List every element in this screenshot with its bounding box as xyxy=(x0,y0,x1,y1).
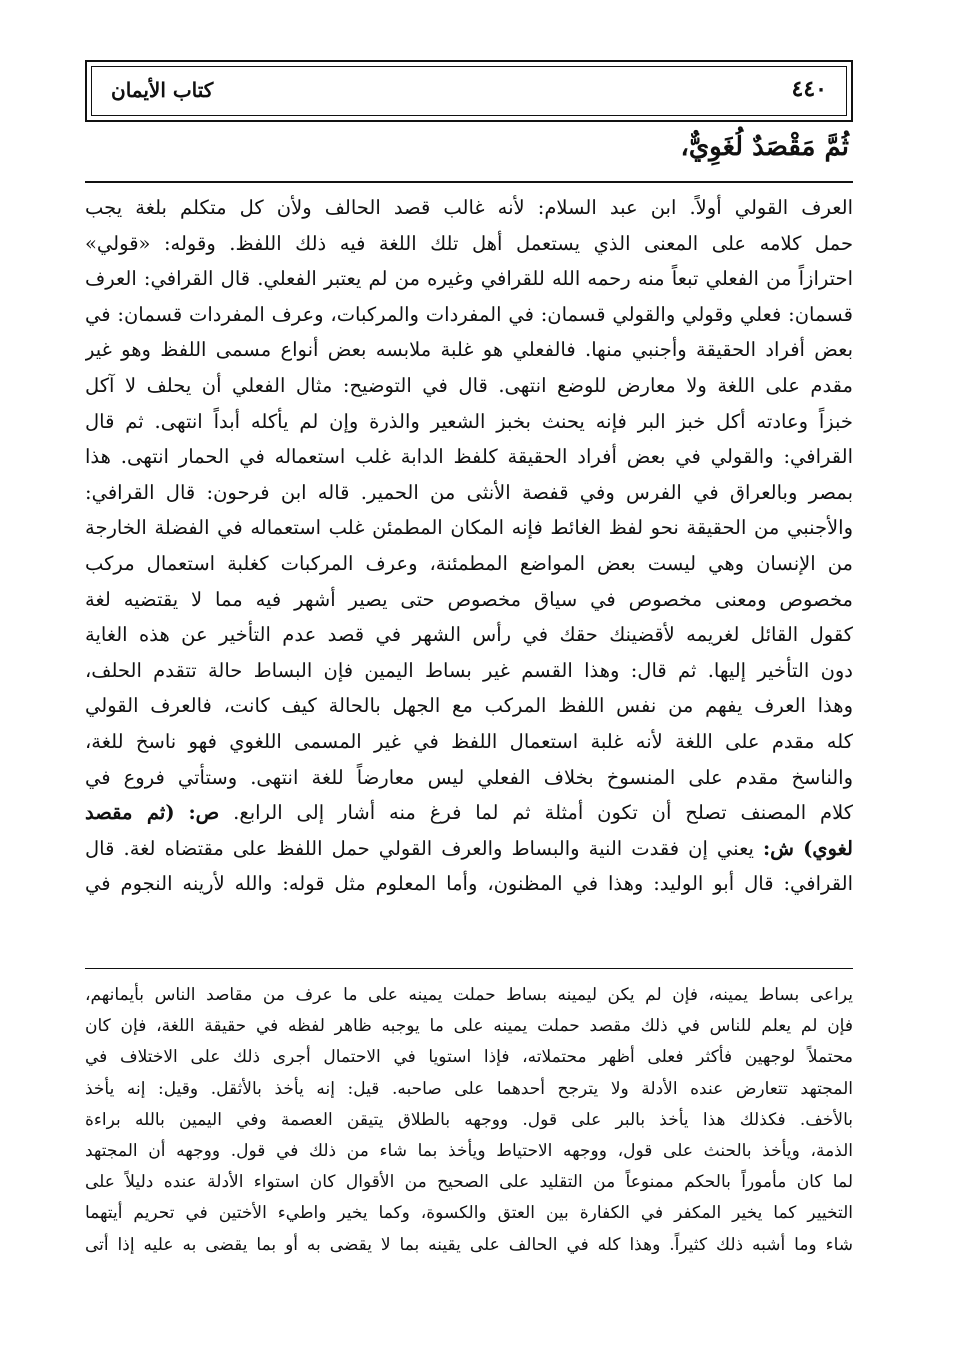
commentary-line: والأجنبي من الحقيقة نحو لفظ الغائط فإنه المكان المطمئن غلب استعماله في الفضلة الخارجة xyxy=(85,516,853,540)
commentary-line: حمل كلامه على المعنى الذي يستعمل أهل تلك اللغة فيه ذلك اللفظ. وقوله: «قولي» xyxy=(85,231,853,255)
footnote-divider xyxy=(85,968,853,969)
commentary-line: مقدم على اللغة ولا معارض للوضع انتهى. قال في التوضيح: مثال الفعلي أن يحلف لا آكل xyxy=(85,373,853,397)
sad-quote: (ثم مقصد xyxy=(85,801,175,825)
matn-divider xyxy=(85,181,853,183)
footnote-line: محتملاً لوجهين فأكثر فعلى أظهر محتملاته، فإذا استويا في الاحتمال أجرى ذلك على الاختلاف في xyxy=(85,1047,853,1068)
commentary-line: وهذا العرف يفهم من نفس اللفظ المركب مع الجهل بالحالة كيف كانت، فالعرف القولي xyxy=(85,694,853,718)
commentary-line: بمصر وبالعراق في الفرس وفي قفصة الأنثى من الحمير. قاله ابن فرحون: قال القرافي: xyxy=(85,480,853,504)
footnote-line: لما كان مأموراً بالحكم ممنوعاً من التقليد على الصحيح من الأقوال كان استواء الأدلة عنده دليلاً على xyxy=(85,1172,853,1193)
shin-label: ش: xyxy=(762,836,794,860)
commentary-line: بعض أفراد الحقيقة وأجنبي منها. فالفعلي هو غلبة ملابسه بعض أنواع مسمى اللفظ وهو غير xyxy=(85,338,853,362)
footnote-body xyxy=(85,980,853,1261)
footnote-line: المجتهد تتعارض عنده الأدلة ولا يترجح أحدهما على صاحبه. قيل: إنه يأخذ بالأثقل. وقيل: إنه يأخذ xyxy=(85,1078,853,1099)
commentary-line: والناسخ مقدم على المنسوخ بخلاف الفعلي ليس معارضاً للغة انتهى. وستأتي فروع في xyxy=(85,765,853,789)
footnote-line: شاء وما أشبه ذلك كثيراً. وهذا كله في الحالف على يقينه بما لا يقضى به أو بما يقضى به عليه إذا أتى xyxy=(85,1234,853,1255)
commentary-line: كله مقدم على اللغة لأنه غلبة استعمال اللفظ في غير المسمى اللغوي فهو ناسخ للغة، xyxy=(85,729,853,753)
commentary-line: دون التأخير إليها. ثم قال: وهذا القسم غير بساط اليمين فإن البساط حالة تتقدم الحلف، xyxy=(85,658,853,682)
book-title: كتاب الأيمان xyxy=(111,78,214,102)
commentary-line-with-marker xyxy=(85,831,853,867)
commentary-line: احترازاً من الفعلي تبعاً منه رحمه الله للقرافي وغيره من لم يعتبر الفعلي. قال القرافي: العرف xyxy=(85,267,853,291)
commentary-line: القرافي: قال أبو الوليد: وهذا في المظنون، وأما المعلوم مثل قوله: والله لأرينه النجوم في xyxy=(85,872,853,896)
footnote-line: التخيير كما يخير المكفر في الكفارة بين العتق والكسوة، وكما يخير واطيء الأختين في تحريم أيتهما xyxy=(85,1203,853,1224)
footnote-line: فإن لم يعلم للناس في ذلك مقصد حملت يمينه على ما يوجبه ظاهر لفظه في حقيقة اللغة، فإن كان xyxy=(85,1016,853,1037)
commentary-line: القرافي: والقولي في بعض أفراد الحقيقة كلفظ الدابة غلب استعماله في الحمار انتهى. هذا xyxy=(85,445,853,469)
commentary-line-text: كلام المصنف تصلح أن تكون أمثلة ثم لما فرغ منه أشار إلى الرابع. xyxy=(233,801,853,825)
commentary-line-with-marker xyxy=(85,795,853,831)
running-header xyxy=(85,60,853,122)
commentary-line: مخصوص ومعنى مخصوص في سياق مخصوص حتى يصير أشهر فيه مما لا يقتضيه لغة xyxy=(85,587,853,611)
footnote-line: الذمة، ويأخذ بالحنث على قول، ووجهه الاحتياط ويأخذ بما شاء من ذلك في قول. ووجهه أن المجتهد xyxy=(85,1140,853,1161)
commentary-line: قسمان: فعلي وقولي والقولي قسمان: في المفردات والمركبات، وعرف المفردات قسمان: في xyxy=(85,302,853,326)
sad-quote-end: لغوي) xyxy=(803,836,853,860)
commentary-line: العرف القولي أولاً. ابن عبد السلام: لأنه غالب قصد الحالف ولأن كل متكلم بلغة يجب xyxy=(85,196,853,219)
matn-heading: ثُمَّ مَقْصَدٌ لُغَوِيٌّ، xyxy=(680,132,849,162)
commentary-line: من الإنسان وهي ليست بعض المواضع المطمئنة، وعرف المركبات كغلبة استعمال مركب xyxy=(85,551,853,575)
page-number: ٤٤٠ xyxy=(791,76,827,102)
footnote-line: يراعى بساط يمينه، فإن لم يكن ليمينه بساط حملت يمينه على ما عرف من مقاصد الناس بأيمانهم، xyxy=(85,985,853,1005)
sad-label: ص: xyxy=(188,801,220,825)
footnote-line: بالأخف. فكذلك هذا يأخذ بالبر على قول. ووجهه بالطلاق يتيقن العصمة وفي اليمين بالله براءة xyxy=(85,1109,853,1130)
commentary-line: خبزاً وعادته أكل خبز البر فإنه يحنث بخبز الشعير والذرة وإن لم يأكله أبداً انتهى. ثم قال xyxy=(85,409,853,433)
commentary-line-text: يعني إن فقدت النية والبساط والعرف القولي حمل اللفظ على مقتضاه لغة. قال xyxy=(85,836,754,860)
commentary-body xyxy=(85,190,853,902)
commentary-line: كقول القائل لغريمه لأقضينك حقك في رأس الشهر في قصد عدم التأخير عن هذه الغاية xyxy=(85,623,853,647)
